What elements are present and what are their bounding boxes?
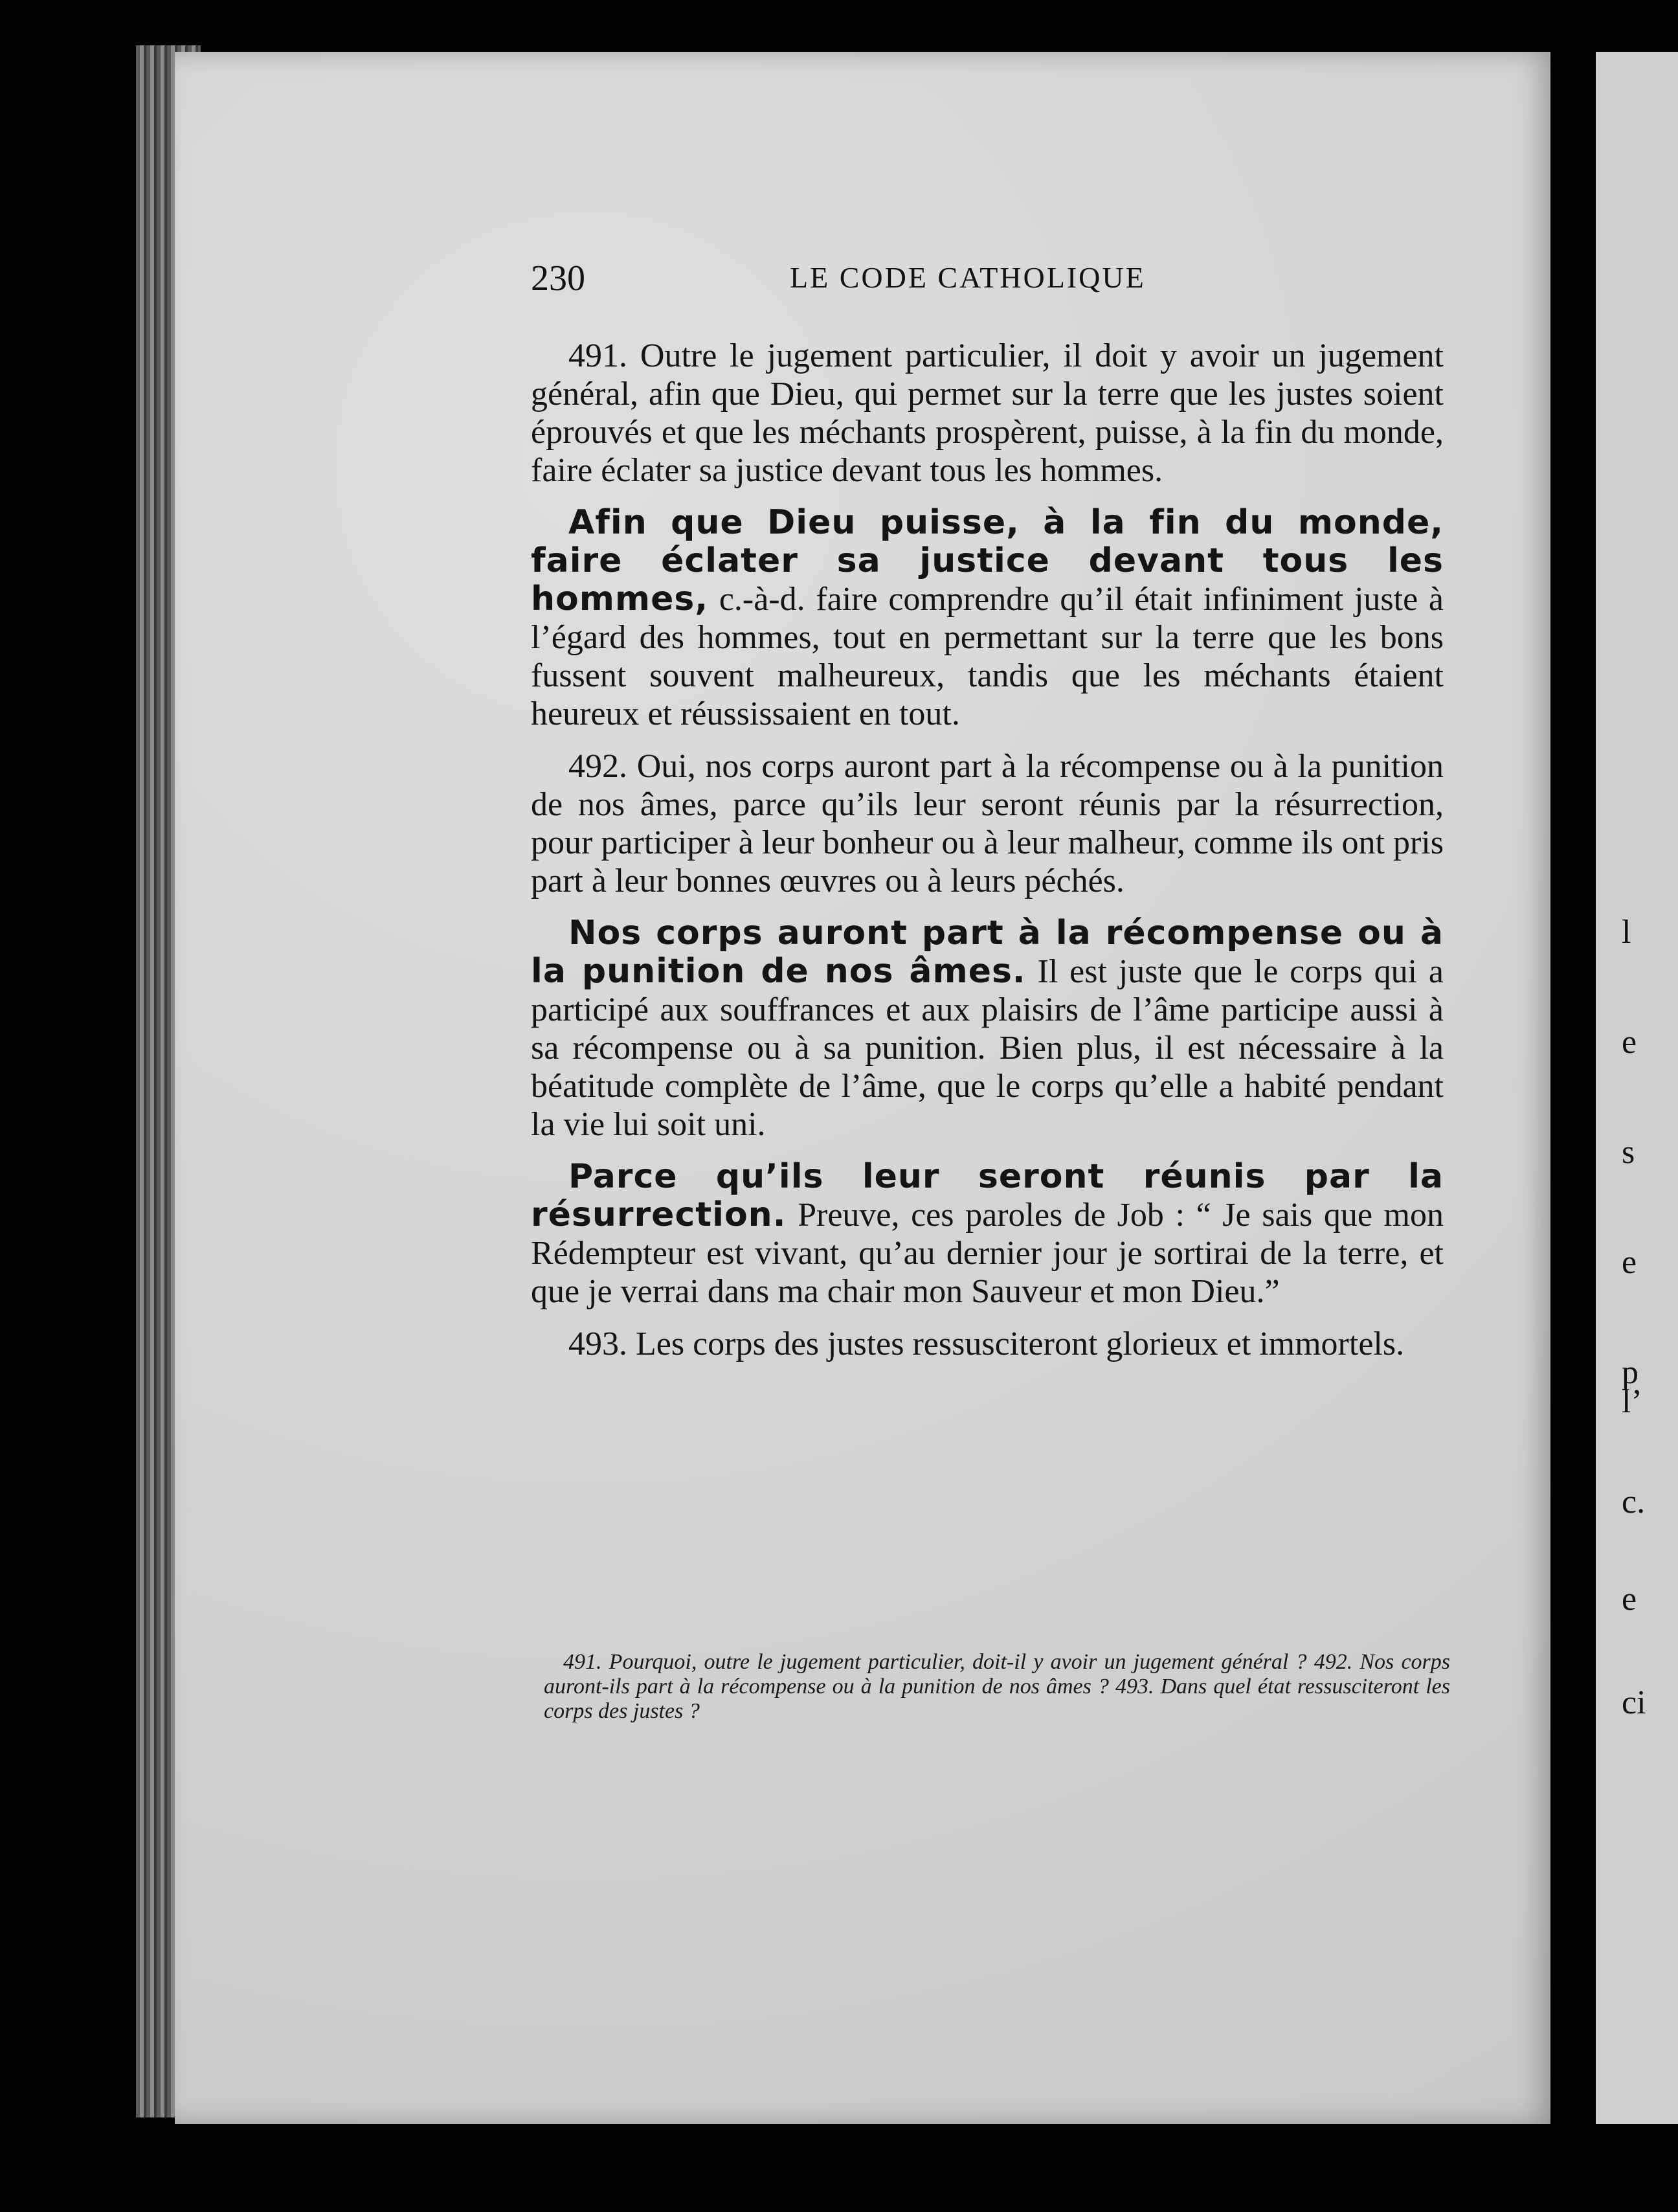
next-page-fragment: ci [1622, 1684, 1646, 1721]
commentary-492-b-heading: Parce qu’ils leur seront réunis par la résurrection. [531, 1157, 1444, 1234]
next-page-fragment: l’ [1622, 1383, 1642, 1420]
commentary-492-a-text: Il est juste que le corps qui a participé aux souffrances et aux plaisirs de l’âme participe aussi à sa récompense ou à sa punition. Bien plus, il est nécessaire à la béatitude complète de l’âme, que le corps qu’elle a habité pendant la vie lui soit uni. [531, 953, 1444, 1143]
commentary-491 [531, 504, 1444, 733]
page-number: 230 [531, 258, 585, 299]
next-page-edge [1596, 52, 1678, 2124]
footnote-questions: 491. Pourquoi, outre le jugement particulier, doit-il y avoir un jugement général ? 492. Nos corps auront-ils part à la récompense ou à la punition de nos âmes ? 493. Dans quel état ressusciteront les corps des justes ? [544, 1650, 1450, 1723]
next-page-fragment: l [1622, 914, 1631, 951]
next-page-fragment: e [1622, 1244, 1637, 1281]
next-page-fragment: p [1622, 1354, 1639, 1391]
page-body [531, 337, 1444, 1377]
running-header [531, 258, 1437, 303]
running-title: LE CODE CATHOLIQUE [790, 261, 1146, 294]
next-page-fragment: e [1622, 1024, 1637, 1061]
answer-492: 492. Oui, nos corps auront part à la récompense ou à la punition de nos âmes, parce qu’ils leur seront réunis par la résurrection, pour participer à leur bonheur ou à leur malheur, comme ils ont pris part à leur bonnes œuvres ou à leurs péchés. [531, 748, 1444, 899]
next-page-fragment: s [1622, 1134, 1635, 1171]
commentary-492-a-heading: Nos corps auront part à la récompense ou à la punition de nos âmes. [531, 914, 1444, 991]
book-gutter [1550, 39, 1596, 2130]
commentary-491-text: c.-à-d. faire comprendre qu’il était infiniment juste à l’égard des hommes, tout en permettant sur la terre que les bons fussent souvent malheureux, tandis que les méchants étaient heureux et réussissaient en tout. [531, 581, 1444, 732]
commentary-492-b [531, 1158, 1444, 1311]
commentary-492-b-text: Preuve, ces paroles de Job : “ Je sais que mon Rédempteur est vivant, qu’au dernier jour je sortirai de la terre, et que je verrai dans ma chair mon Sauveur et mon Dieu.” [531, 1197, 1444, 1310]
commentary-492-a [531, 914, 1444, 1144]
commentary-491-heading: Afin que Dieu puisse, à la fin du monde, faire éclater sa justice devant tous les hommes, [531, 503, 1444, 618]
answer-493: 493. Les corps des justes ressusciteront glorieux et immortels. [568, 1326, 1405, 1362]
answer-491: 491. Outre le jugement particulier, il doit y avoir un jugement général, afin que Dieu, qui permet sur la terre que les justes soient éprouvés et que les méchants prospèrent, puisse, à la fin du monde, faire éclater sa justice devant tous les hommes. [531, 337, 1444, 489]
next-page-fragment: c. [1622, 1484, 1646, 1520]
next-page-fragment: e [1622, 1581, 1637, 1618]
